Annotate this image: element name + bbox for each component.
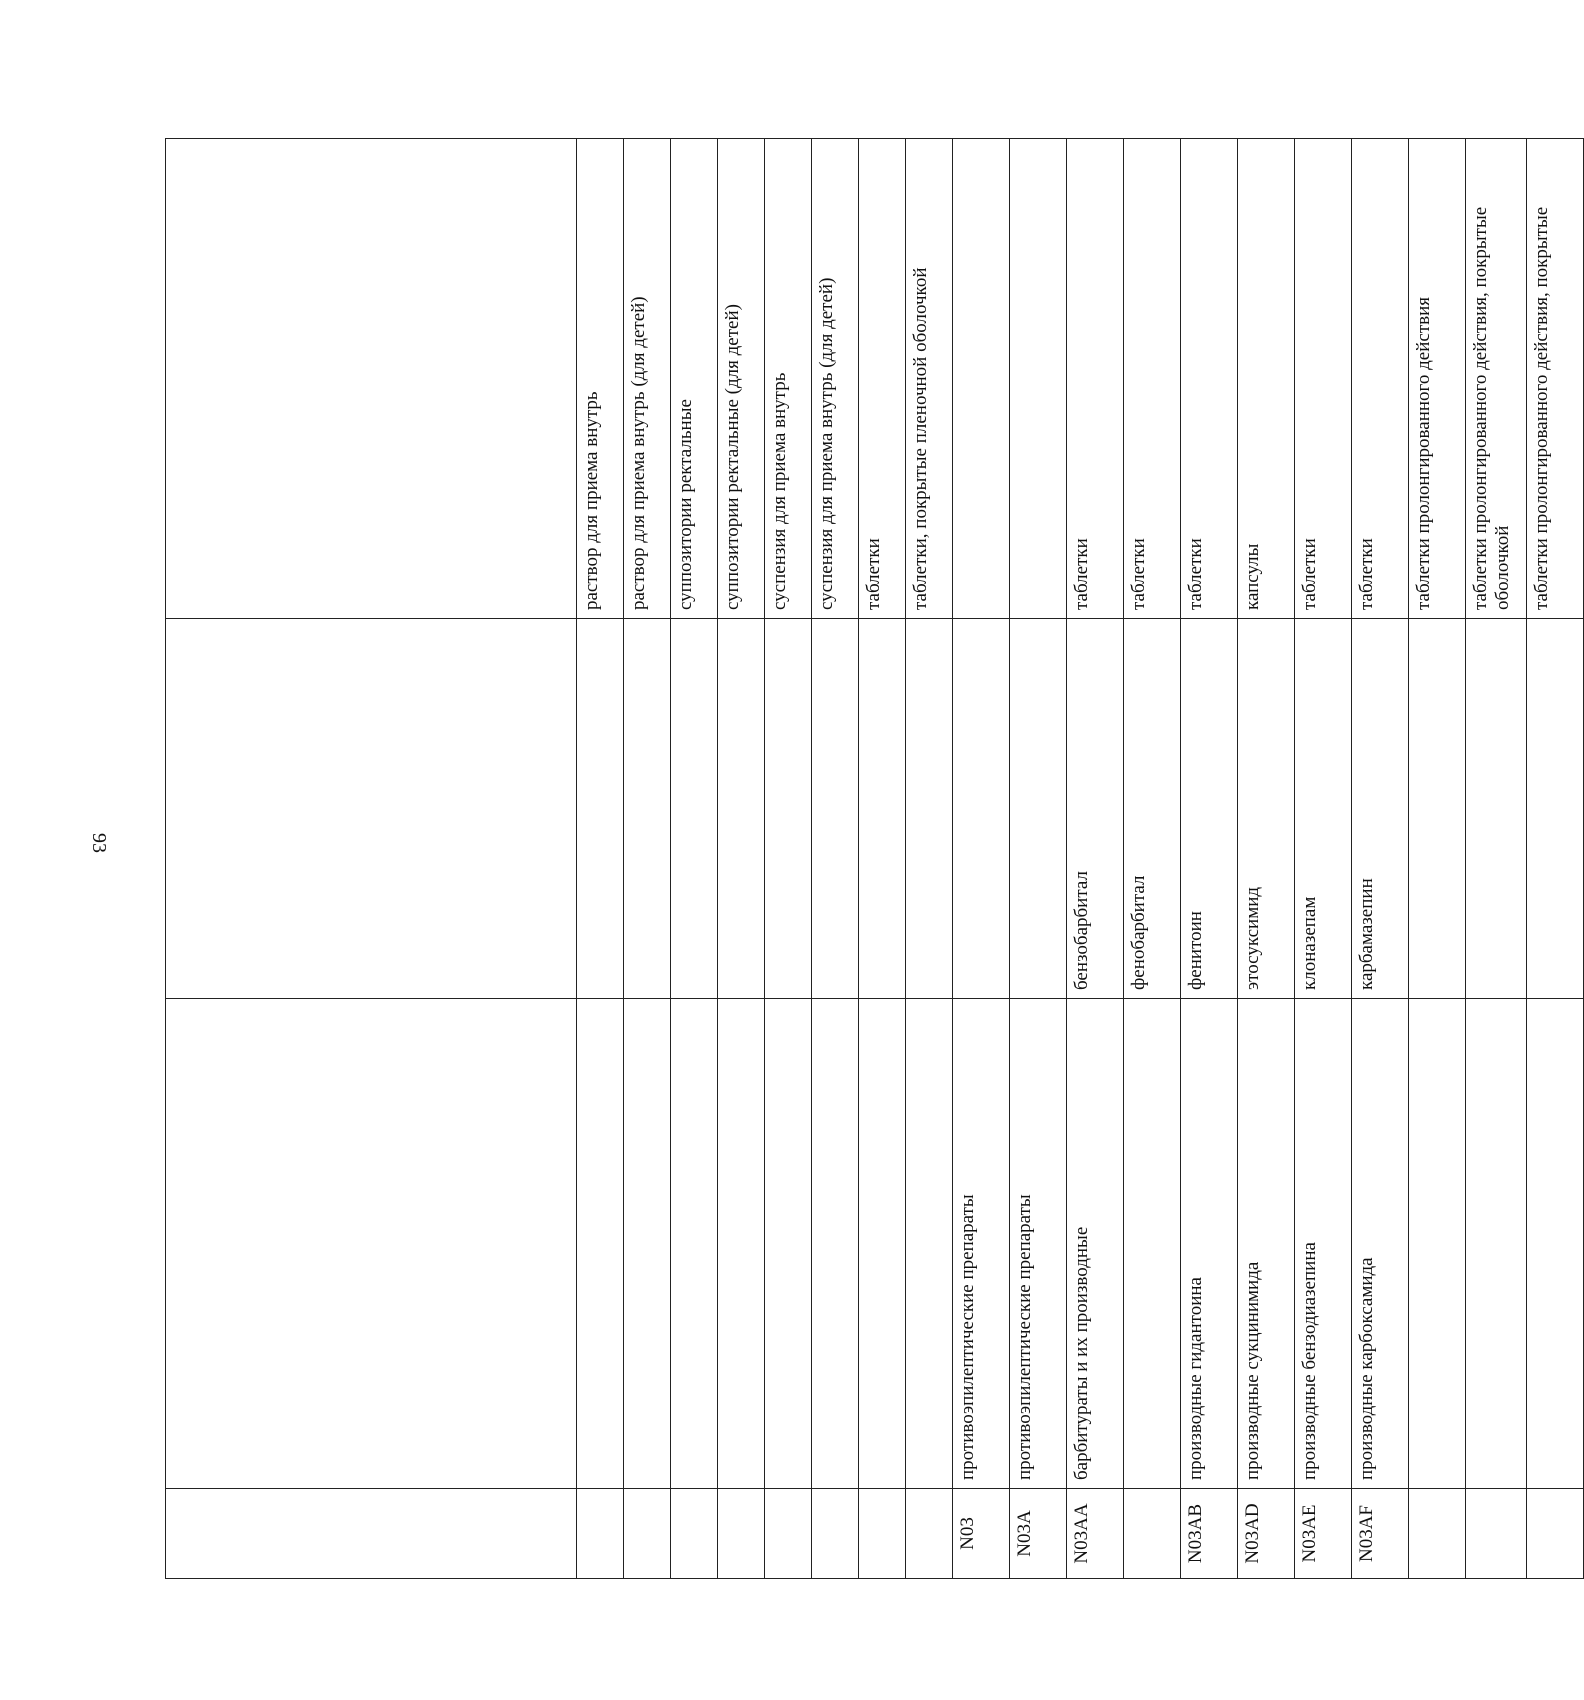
group-cell xyxy=(1527,999,1584,1489)
group-cell xyxy=(765,999,812,1489)
table-row xyxy=(1067,139,1124,1579)
substance-cell xyxy=(765,619,812,999)
form-cell xyxy=(953,139,1010,619)
table-row xyxy=(577,139,624,1579)
substance-cell: карбамазепин xyxy=(1352,619,1409,999)
form-cell xyxy=(1010,139,1067,619)
substance-cell xyxy=(166,619,577,999)
substance-cell: бензобарбитал xyxy=(1067,619,1124,999)
form-cell: таблетки пролонгированного действия xyxy=(1409,139,1466,619)
code-cell xyxy=(577,1489,624,1579)
code-cell xyxy=(166,1489,577,1579)
group-cell xyxy=(1124,999,1181,1489)
substance-cell xyxy=(577,619,624,999)
form-cell: капсулы xyxy=(1238,139,1295,619)
form-cell: таблетки, покрытые пленочной оболочкой xyxy=(906,139,953,619)
substance-cell xyxy=(1409,619,1466,999)
code-cell xyxy=(812,1489,859,1579)
group-cell xyxy=(1409,999,1466,1489)
substance-cell xyxy=(1466,619,1527,999)
code-cell xyxy=(718,1489,765,1579)
code-cell: N03AB xyxy=(1181,1489,1238,1579)
group-cell: производные карбоксамида xyxy=(1352,999,1409,1489)
code-cell xyxy=(624,1489,671,1579)
group-cell: противоэпилептические препараты xyxy=(953,999,1010,1489)
code-cell xyxy=(1124,1489,1181,1579)
medicines-table xyxy=(165,138,1584,1579)
form-cell: таблетки пролонгированного действия, покрытые оболочкой xyxy=(1466,139,1527,619)
code-cell: N03AD xyxy=(1238,1489,1295,1579)
form-cell: раствор для приема внутрь xyxy=(577,139,624,619)
substance-cell: клоназепам xyxy=(1295,619,1352,999)
form-cell: таблетки xyxy=(1181,139,1238,619)
substance-cell: фенитоин xyxy=(1181,619,1238,999)
form-cell xyxy=(166,139,577,619)
table-row xyxy=(906,139,953,1579)
code-cell xyxy=(1466,1489,1527,1579)
table-row xyxy=(1124,139,1181,1579)
code-cell xyxy=(671,1489,718,1579)
substance-cell xyxy=(953,619,1010,999)
group-cell xyxy=(671,999,718,1489)
form-cell: таблетки xyxy=(1352,139,1409,619)
code-cell: N03AF xyxy=(1352,1489,1409,1579)
substance-cell xyxy=(671,619,718,999)
table-row xyxy=(718,139,765,1579)
form-cell: суппозитории ректальные (для детей) xyxy=(718,139,765,619)
substance-cell: фенобарбитал xyxy=(1124,619,1181,999)
table-row xyxy=(624,139,671,1579)
table-row xyxy=(1010,139,1067,1579)
form-cell: таблетки xyxy=(1124,139,1181,619)
group-cell: противоэпилептические препараты xyxy=(1010,999,1067,1489)
form-cell: таблетки xyxy=(1295,139,1352,619)
table-row xyxy=(1295,139,1352,1579)
substance-cell xyxy=(1527,619,1584,999)
substance-cell xyxy=(718,619,765,999)
form-cell: таблетки пролонгированного действия, покрытые xyxy=(1527,139,1584,619)
group-cell xyxy=(166,999,577,1489)
table-row xyxy=(812,139,859,1579)
form-cell: таблетки xyxy=(859,139,906,619)
table-row xyxy=(1527,139,1584,1579)
table-row-header xyxy=(166,139,577,1579)
table-row xyxy=(671,139,718,1579)
group-cell xyxy=(624,999,671,1489)
table-row xyxy=(859,139,906,1579)
substance-cell xyxy=(906,619,953,999)
group-cell xyxy=(1466,999,1527,1489)
code-cell: N03AA xyxy=(1067,1489,1124,1579)
code-cell: N03AE xyxy=(1295,1489,1352,1579)
code-cell: N03A xyxy=(1010,1489,1067,1579)
code-cell xyxy=(1527,1489,1584,1579)
table-row xyxy=(765,139,812,1579)
rotated-table-container xyxy=(165,139,1552,1579)
code-cell xyxy=(859,1489,906,1579)
form-cell: суспензия для приема внутрь (для детей) xyxy=(812,139,859,619)
substance-cell xyxy=(1010,619,1067,999)
table-row xyxy=(1466,139,1527,1579)
substance-cell xyxy=(624,619,671,999)
group-cell: производные гидантоина xyxy=(1181,999,1238,1489)
form-cell: раствор для приема внутрь (для детей) xyxy=(624,139,671,619)
substance-cell xyxy=(812,619,859,999)
group-cell xyxy=(812,999,859,1489)
form-cell: таблетки xyxy=(1067,139,1124,619)
substance-cell: этосуксимид xyxy=(1238,619,1295,999)
code-cell xyxy=(1409,1489,1466,1579)
code-cell: N03 xyxy=(953,1489,1010,1579)
group-cell: производные сукцинимида xyxy=(1238,999,1295,1489)
table-row xyxy=(953,139,1010,1579)
substance-cell xyxy=(859,619,906,999)
group-cell xyxy=(859,999,906,1489)
page-number: 93 xyxy=(88,833,110,853)
group-cell: производные бензодиазепина xyxy=(1295,999,1352,1489)
group-cell xyxy=(577,999,624,1489)
code-cell xyxy=(765,1489,812,1579)
table-row xyxy=(1352,139,1409,1579)
table-row xyxy=(1409,139,1466,1579)
code-cell xyxy=(906,1489,953,1579)
table-row xyxy=(1181,139,1238,1579)
table-row xyxy=(1238,139,1295,1579)
form-cell: суспензия для приема внутрь xyxy=(765,139,812,619)
group-cell xyxy=(718,999,765,1489)
form-cell: суппозитории ректальные xyxy=(671,139,718,619)
group-cell xyxy=(906,999,953,1489)
group-cell: барбитураты и их производные xyxy=(1067,999,1124,1489)
